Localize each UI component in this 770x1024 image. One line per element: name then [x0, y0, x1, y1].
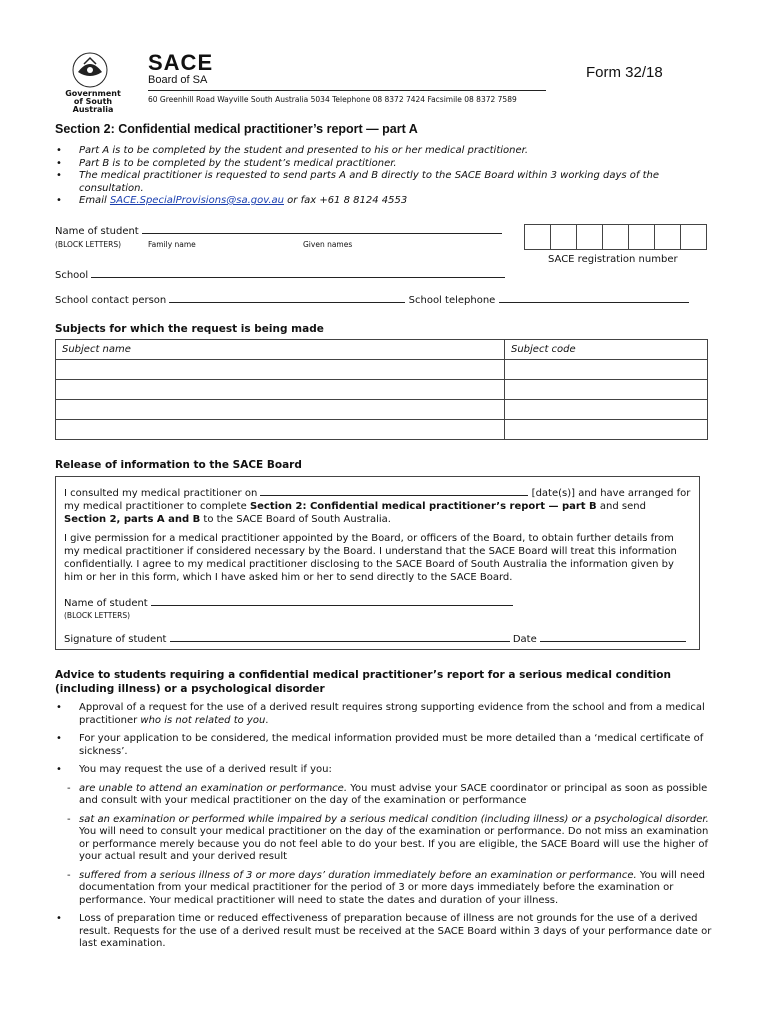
- release-block-letters: (BLOCK LETTERS): [64, 611, 131, 620]
- advice-bullet-2: • For your application to be considered, the medical information provided must be more detailed than a ‘medical certificate of sickness’.: [55, 733, 715, 758]
- date-label: Date: [512, 634, 537, 645]
- d2-italic: sat an examination or performed while impaired by a serious medical condition (including illness) or a psychological disorder.: [79, 813, 709, 825]
- table-row: [56, 360, 708, 380]
- advice-bullet-3: • You may request the use of a derived result if you:: [55, 764, 715, 777]
- contact-person-label: School contact person: [55, 295, 167, 306]
- p1-bold2: Section 2, parts A and B: [64, 514, 201, 525]
- intro-bullet: • Part A is to be completed by the student and presented to his or her medical practitioner.: [55, 145, 695, 158]
- release-box: [55, 476, 700, 650]
- d2-text: You will need to consult your medical practitioner on the day of the examination or performance. Do not miss an examination or performance merely because you do not feel able to do your best. If you are eligible, the SACE Board will use the higher of your actual result and your derived result: [79, 826, 709, 862]
- form-number: Form 32/18: [586, 64, 663, 81]
- fax-text: or fax +61 8 8124 4553: [283, 195, 408, 206]
- org-sub: Board of SA: [148, 74, 208, 86]
- subject-name-cell[interactable]: [56, 420, 505, 440]
- advice-bullet-1: [55, 702, 715, 727]
- p1-b: [date(s)] and have arranged: [531, 488, 674, 499]
- subject-name-cell[interactable]: [56, 380, 505, 400]
- table-row: [56, 380, 708, 400]
- registration-number-boxes[interactable]: [525, 224, 707, 250]
- p1-d: and send: [599, 501, 646, 512]
- email-link[interactable]: SACE.SpecialProvisions@sa.gov.au: [109, 195, 284, 206]
- d3-text: You will need documentation from your medical practitioner for the period of 3 or more days immediately before the examination or performance. Your medical practitioner will need to state the dates and duration of your illness.: [79, 869, 705, 906]
- intro-bullets: [55, 145, 695, 208]
- subject-name-cell[interactable]: [56, 360, 505, 380]
- col-subject-code: Subject code: [505, 340, 708, 360]
- d3-italic: suffered from a serious illness of 3 or more days’ duration immediately before an examination or performance.: [79, 869, 637, 881]
- reg-cell[interactable]: [654, 224, 681, 250]
- reg-cell[interactable]: [524, 224, 551, 250]
- subject-name-cell[interactable]: [56, 400, 505, 420]
- school-label: School: [55, 270, 89, 281]
- release-paragraph-1: [64, 487, 691, 526]
- reg-cell[interactable]: [602, 224, 629, 250]
- telephone-field[interactable]: [499, 302, 689, 303]
- subjects-heading: Subjects for which the request is being made: [55, 323, 324, 335]
- government-label: [55, 90, 131, 114]
- reg-number-label: SACE registration number: [548, 254, 678, 265]
- col-subject-name: Subject name: [56, 340, 505, 360]
- advice-heading: Advice to students requiring a confidential medical practitioner’s report for a serious medical condition (including illness) or a psychological disorder: [55, 669, 671, 695]
- table-row: [56, 420, 708, 440]
- contact-row: [55, 295, 689, 306]
- advice-bullet-4: • Loss of preparation time or reduced effectiveness of preparation because of illness are not grounds for the use of a derived result. Requests for the use of a derived result must be received at the SACE Board within 3 days of your performance date or last examination.: [55, 913, 715, 951]
- d1-text: You must advise your SACE coordinator or principal as soon as possible and consult with your medical practitioner on the day of the examination or performance: [79, 782, 708, 806]
- intro-bullet-text: The medical practitioner is requested to send parts A and B directly to the SACE Board within 3 working days of the consultation.: [79, 170, 660, 194]
- contact-person-field[interactable]: [169, 302, 405, 303]
- name-label: Name of student: [55, 226, 139, 237]
- given-names-label: Given names: [303, 240, 353, 249]
- section-title: Section 2: Confidential medical practitioner’s report — part A: [55, 122, 418, 136]
- p1-c: for my medical practitioner to complete: [64, 488, 691, 512]
- intro-bullet: • Part B is to be completed by the student’s medical practitioner.: [55, 158, 695, 171]
- subject-code-cell[interactable]: [505, 420, 708, 440]
- sace-logo-text: [148, 52, 213, 86]
- org-name: SACE: [148, 50, 214, 75]
- contact-bullet: [55, 195, 695, 208]
- email-label: Email: [79, 195, 110, 206]
- student-name-field[interactable]: [142, 233, 502, 234]
- release-name-field[interactable]: [151, 605, 513, 606]
- name-row: [55, 226, 502, 237]
- reg-cell[interactable]: [576, 224, 603, 250]
- subject-code-cell[interactable]: [505, 360, 708, 380]
- reg-cell[interactable]: [628, 224, 655, 250]
- signature-row: [64, 633, 691, 646]
- family-name-label: Family name: [148, 240, 196, 249]
- advice-dash-3: [67, 870, 715, 908]
- advice-dash-2: [67, 814, 715, 864]
- subject-code-cell[interactable]: [505, 400, 708, 420]
- gov-line2: of South Australia: [72, 97, 114, 114]
- school-field[interactable]: [91, 277, 505, 278]
- table-header-row: [56, 340, 708, 360]
- advice-dash-1: [67, 783, 715, 808]
- p1-e: to the SACE Board of South Australia.: [203, 514, 391, 525]
- table-row: [56, 400, 708, 420]
- consult-date-field[interactable]: [260, 495, 528, 496]
- subject-code-cell[interactable]: [505, 380, 708, 400]
- gov-line1: Government: [65, 89, 121, 98]
- school-row: [55, 270, 505, 281]
- header-rule: [148, 90, 546, 91]
- date-field[interactable]: [540, 641, 686, 642]
- signature-label: Signature of student: [64, 634, 167, 645]
- b1-end: .: [265, 714, 269, 726]
- p1-a: I consulted my medical practitioner on: [64, 488, 258, 499]
- block-letters-note: (BLOCK LETTERS): [55, 240, 122, 249]
- advice-list: [55, 702, 715, 951]
- release-name-label: Name of student: [64, 598, 148, 609]
- b1-text: Approval of a request for the use of a derived result requires strong supporting evidence from the school and from a medical practitioner: [79, 702, 705, 726]
- b1-italic: who is not related to you: [140, 714, 266, 726]
- intro-bullet: [55, 170, 695, 195]
- signature-field[interactable]: [170, 641, 510, 642]
- header-address: 60 Greenhill Road Wayville South Australia 5034 Telephone 08 8372 7424 Facsimile 08 8372 7589: [148, 95, 517, 104]
- government-crest-logo: [68, 50, 112, 90]
- release-paragraph-2: I give permission for a medical practitioner appointed by the Board, or officers of the Board, to obtain further details from my medical practitioner if considered necessary by the Board. I understand that the SACE Board will treat this information confidentially. I agree to my medical practitioner disclosing to the SACE Board of South Australia the information given by him or her in this form, which I have asked him or her to send directly to the SACE Board.: [64, 533, 677, 583]
- reg-cell[interactable]: [680, 224, 707, 250]
- subjects-table: [55, 339, 708, 440]
- telephone-label: School telephone: [408, 295, 496, 306]
- release-heading: Release of information to the SACE Board: [55, 459, 302, 471]
- reg-cell[interactable]: [550, 224, 577, 250]
- p1-bold1: Section 2: Confidential medical practitioner’s report — part B: [249, 501, 597, 512]
- d1-italic: are unable to attend an examination or performance.: [79, 782, 348, 794]
